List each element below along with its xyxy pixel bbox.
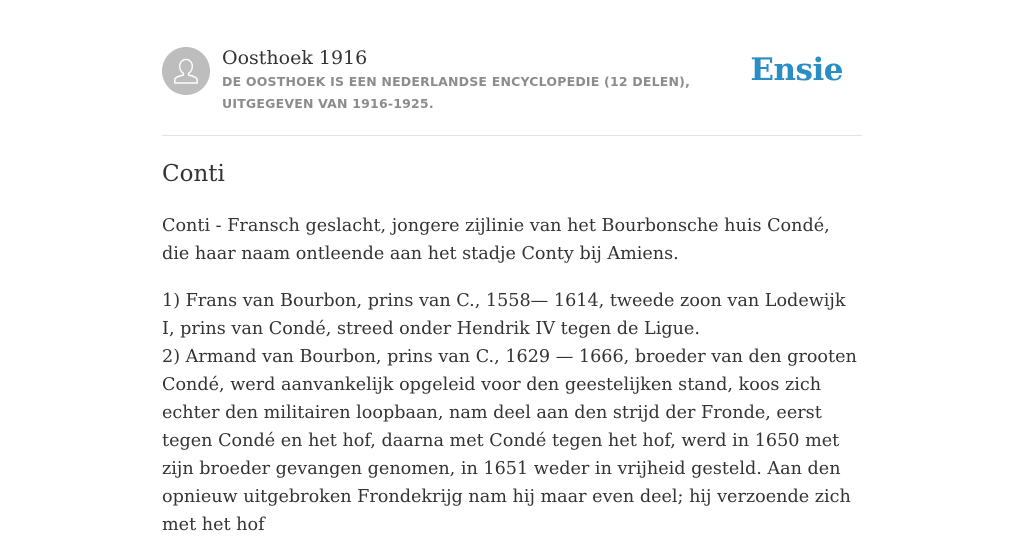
entry-paragraph: 2) Armand van Bourbon, prins van C., 1629 — 1666, broeder van den grooten Condé, werd aanvankelijk opgeleid voor den geestelijken stand, koos zich echter den militairen loopbaan, nam deel aan den strijd der Fronde, eerst tegen Condé en het hof, daarna met Condé tegen het hof, werd in 1650 met zijn broeder gevangen genomen, in 1651 weder in vrijheid gesteld. Aan den opnieuw uitgebroken Frondekrijg nam hij maar even deel; hij verzoende zich met het hof <box>162 347 857 535</box>
source-avatar[interactable] <box>162 47 210 95</box>
source-header <box>162 46 862 136</box>
entry-paragraph: 1) Frans van Bourbon, prins van C., 1558— 1614, tweede zoon van Lodewijk I, prins van Condé, streed onder Hendrik IV tegen de Ligue. <box>162 291 846 339</box>
source-title[interactable]: Oosthoek 1916 <box>222 47 368 69</box>
user-icon <box>162 47 210 95</box>
entry-paragraph: Conti - Fransch geslacht, jongere zijlinie van het Bourbonsche huis Condé, die haar naam ontleende aan het stadje Conty bij Amiens. <box>162 216 830 264</box>
header-divider <box>162 135 862 136</box>
ensie-logo[interactable]: Ensie <box>750 52 843 88</box>
source-description: DE OOSTHOEK IS EEN NEDERLANDSE ENCYCLOPEDIE (12 DELEN), UITGEGEVEN VAN 1916-1925. <box>222 74 691 111</box>
entry-body <box>162 212 862 539</box>
entry-title: Conti <box>162 161 225 187</box>
